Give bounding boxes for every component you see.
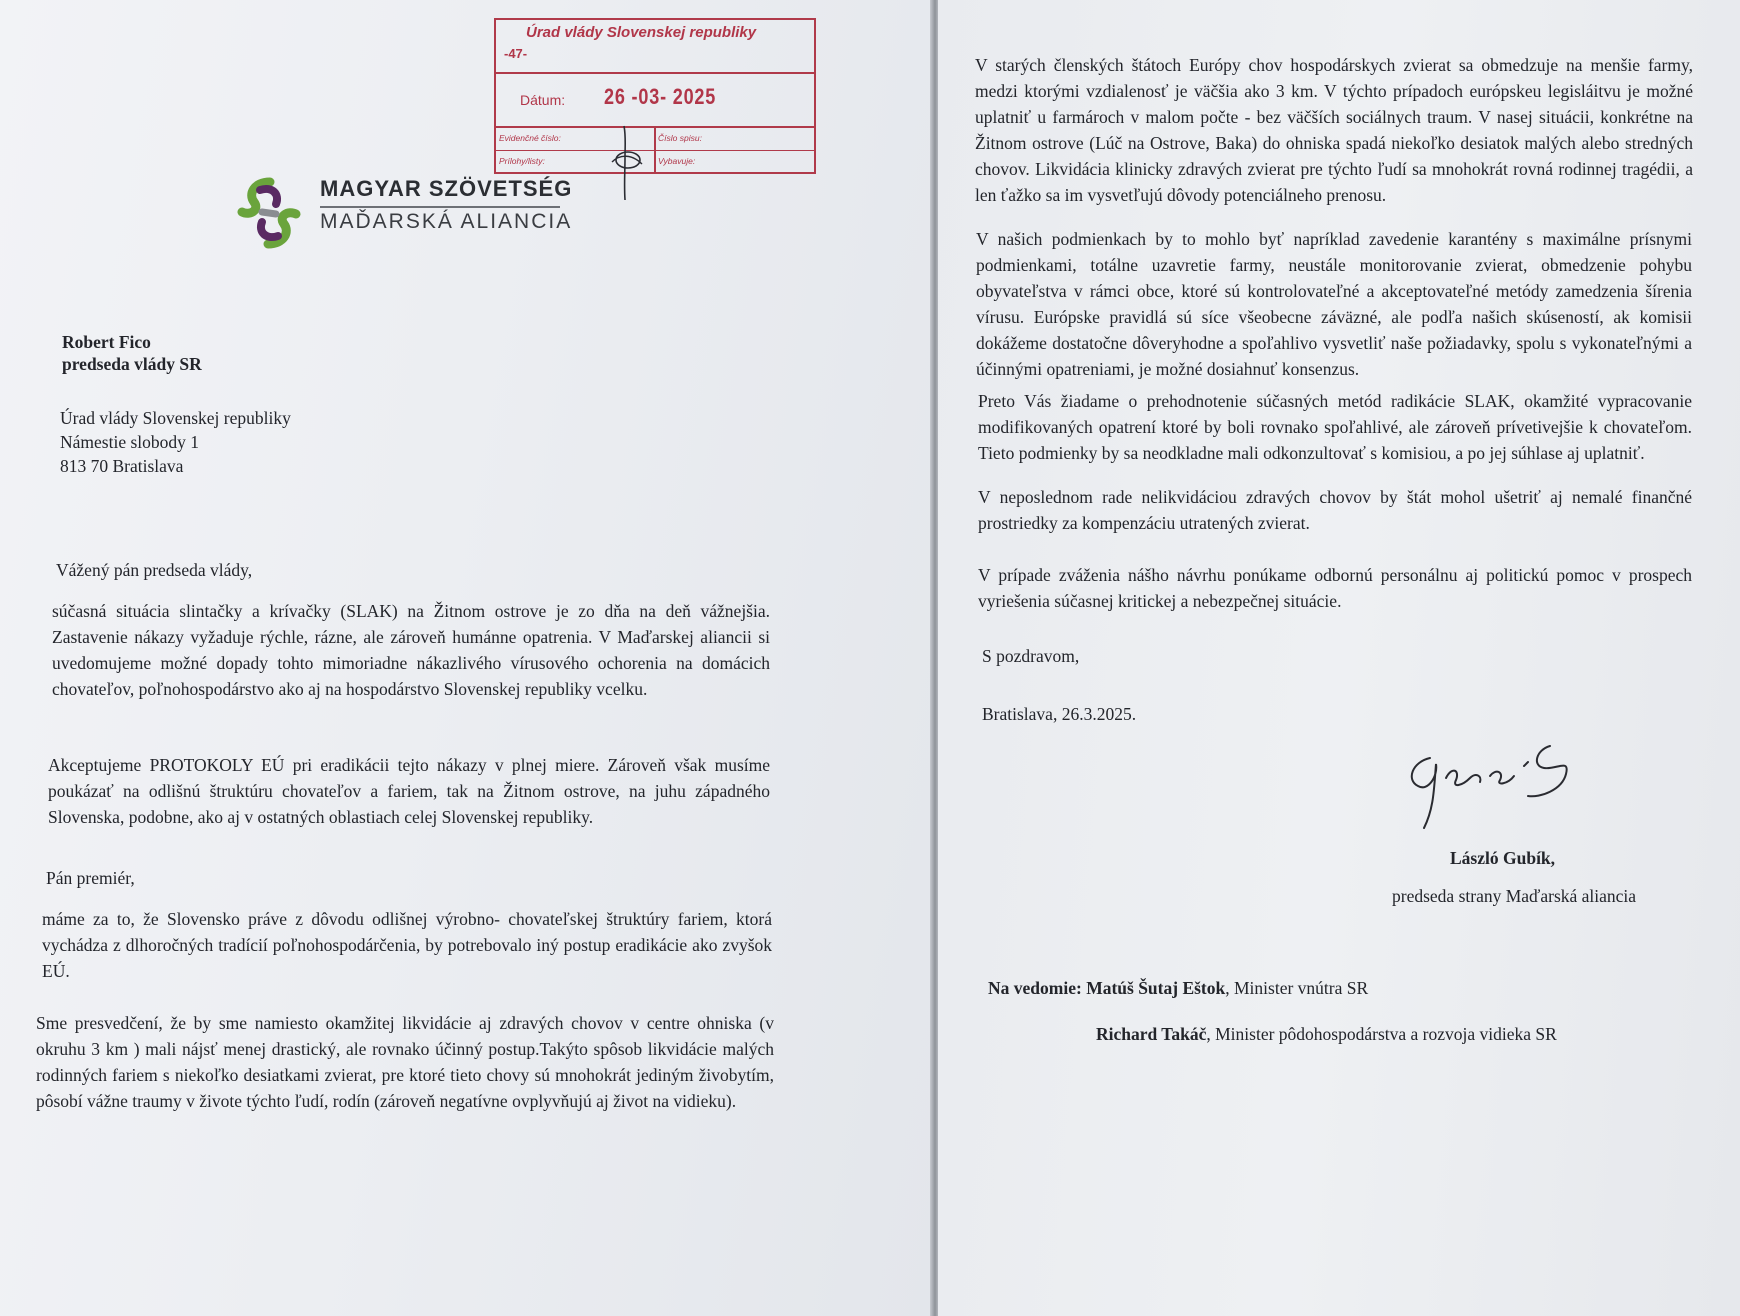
- recipient-address-line: Námestie slobody 1: [60, 432, 200, 452]
- paragraph-8: V neposlednom rade nelikvidáciou zdravých chovov by štát mohol ušetriť aj nemalé finančné prostriedky za kompenzáciu utratených zvierat.: [978, 487, 1692, 533]
- letter-page-right: [938, 0, 1740, 1316]
- logo-divider: [320, 206, 560, 208]
- stamp-date-row: [496, 74, 814, 128]
- salutation: Vážený pán predseda vlády,: [56, 560, 253, 580]
- paragraph-3: máme za to, že Slovensko práve z dôvodu odlišnej výrobno- chovateľskej štruktúry fariem, ktorá vychádza z dlhoročných tradícií poľnohospodárčenia, by potrebovalo iný postup eradikácie ako zvyšok EÚ.: [42, 909, 772, 981]
- stamp-date-value: 26 -03- 2025: [604, 84, 717, 109]
- closing: S pozdravom,: [982, 646, 1080, 666]
- stamp-handler-label: Vybavuje:: [658, 156, 696, 166]
- sender-name: László Gubík,: [1450, 848, 1556, 868]
- stamp-header-row: [496, 20, 814, 74]
- registry-stamp: [494, 18, 816, 174]
- stamp-number: -47-: [504, 46, 528, 61]
- logo-name-hungarian: MAGYAR SZÖVETSÉG: [320, 176, 573, 201]
- recipient-title: predseda vlády SR: [62, 354, 202, 374]
- handwritten-signature: [1400, 736, 1590, 832]
- recipient-name: Robert Fico: [62, 332, 151, 352]
- logo-name-slovak: MAĎARSKÁ ALIANCIA: [320, 210, 573, 233]
- cc-person2-name: Richard Takáč: [1096, 1024, 1207, 1044]
- paragraph-5: V starých členských štátoch Európy chov hospodárskych zvierat sa obmedzuje na menšie farmy, medzi ktorými vzdialenosť je väčšia ako 3 km. V týchto prípadoch európskeu legisláitvu je možné uplatniť u farmároch v malom počte - bez väčších sociálnych traum. V nasej situácii, konkrétne na Žitnom ostrove (Lúč na Ostrove, Baka) do ohniska spadá niekoľko desiatok malých alebo stredných chovov. Likvidácia klinicky zdravých zvierat pre týchto ľudí sa mnohokrát rovná rodinnej tragédii, a len ťažko sa im vysvetľujú dôvody potenciálneho prenosu.: [975, 55, 1693, 205]
- sender-title: predseda strany Maďarská aliancia: [1392, 886, 1637, 906]
- cc-person1-name: Matúš Šutaj Eštok: [1086, 978, 1226, 998]
- recipient-address-line: Úrad vlády Slovenskej republiky: [60, 408, 291, 428]
- stamp-date-label: Dátum:: [520, 92, 566, 108]
- magyar-szovetseg-logo-icon: [232, 176, 306, 250]
- cc-person1-title: , Minister vnútra SR: [1225, 978, 1369, 998]
- cc-line-2: [1096, 1022, 1557, 1046]
- stamp-office: Úrad vlády Slovenskej republiky: [526, 24, 757, 41]
- stamp-divider: [654, 128, 656, 174]
- paragraph-9: V prípade zváženia nášho návrhu ponúkame odbornú personálnu aj politickú pomoc v prospech vyriešenia súčasnej kritickej a nebezpečnej situácie.: [978, 565, 1692, 611]
- stamp-file-label: Číslo spisu:: [658, 133, 702, 143]
- stamp-initials-mark: [598, 124, 648, 204]
- stamp-attachments-label: Prílohy/listy:: [499, 156, 545, 166]
- cc-label: Na vedomie:: [988, 978, 1082, 998]
- cc-line-1: [988, 976, 1368, 1000]
- place-date: Bratislava, 26.3.2025.: [982, 704, 1137, 724]
- paragraph-2: Akceptujeme PROTOKOLY EÚ pri eradikácii tejto nákazy v plnej miere. Zároveň však musíme poukázať na odlišnú štruktúru chovateľov a fariem, tak na Žitnom ostrove, na juhu západného Slovenska, podobne, ako aj v ostatných oblastiach celej Slovenskej republiky.: [48, 755, 770, 827]
- second-address: Pán premiér,: [46, 868, 135, 888]
- paragraph-7: Preto Vás žiadame o prehodnotenie súčasných metód radikácie SLAK, okamžité vypracovanie modifikovaných opatrení ktoré by boli rovnako spoľahlivé, ale zároveň prívetivejšie k chovateľom. Tieto podmienky by sa neodkladne mali odkonzultovať s komisiou, a po jej súhlase aj uplatniť.: [978, 391, 1692, 463]
- cc-person2-title: , Minister pôdohospodárstva a rozvoja vidieka SR: [1206, 1024, 1557, 1044]
- stamp-evidence-label: Evidenčné číslo:: [499, 133, 561, 143]
- paragraph-4: Sme presvedčení, že by sme namiesto okamžitej likvidácie aj zdravých chovov v centre ohniska (v okruhu 3 km ) mali nájsť menej drastický, ale rovnako účinný postup.Takýto spôsob likvidácie malých rodinných fariem s niekoľko desiatkami zvierat, pre ktoré tieto chovy sú mnohokrát jediným živobytím, pôsobí vážne traumy v živote týchto ľudí, rodín (zároveň negatívne ovplyvňujú aj život na vidieku).: [36, 1013, 774, 1111]
- recipient-address-line: 813 70 Bratislava: [60, 456, 184, 476]
- paragraph-6: V našich podmienkach by to mohlo byť napríklad zavedenie karantény s maximálne prísnymi podmienkami, totálne uzavretie farmy, neustále monitorovanie zvierat, obmedzenie pohybu obyvateľstva v rámci obce, ktoré sú kontrolovateľné a akceptovateľné metódy zamedzenia šírenia vírusu. Európske pravidlá sú síce všeobecne záväzné, ale podľa našich skúseností, ak komisii dokážeme dostatočne dôveryhodne a spoľahlivo vysvetliť naše požiadavky, spolu s vykonateľnými a účinnými opatreniami, je možné dosiahnuť konsenzus.: [976, 229, 1692, 379]
- paragraph-1: súčasná situácia slintačky a krívačky (SLAK) na Žitnom ostrove je zo dňa na deň vážnejšia. Zastavenie nákazy vyžaduje rýchle, rázne, ale zároveň humánne opatrenia. V Maďarskej aliancii si uvedomujeme možné dopady tohto mimoriadne nákazlivého vírusového ochorenia na domácich chovateľov, poľnohospodárstvo ako aj na hospodárstvo Slovenskej republiky vcelku.: [52, 601, 770, 699]
